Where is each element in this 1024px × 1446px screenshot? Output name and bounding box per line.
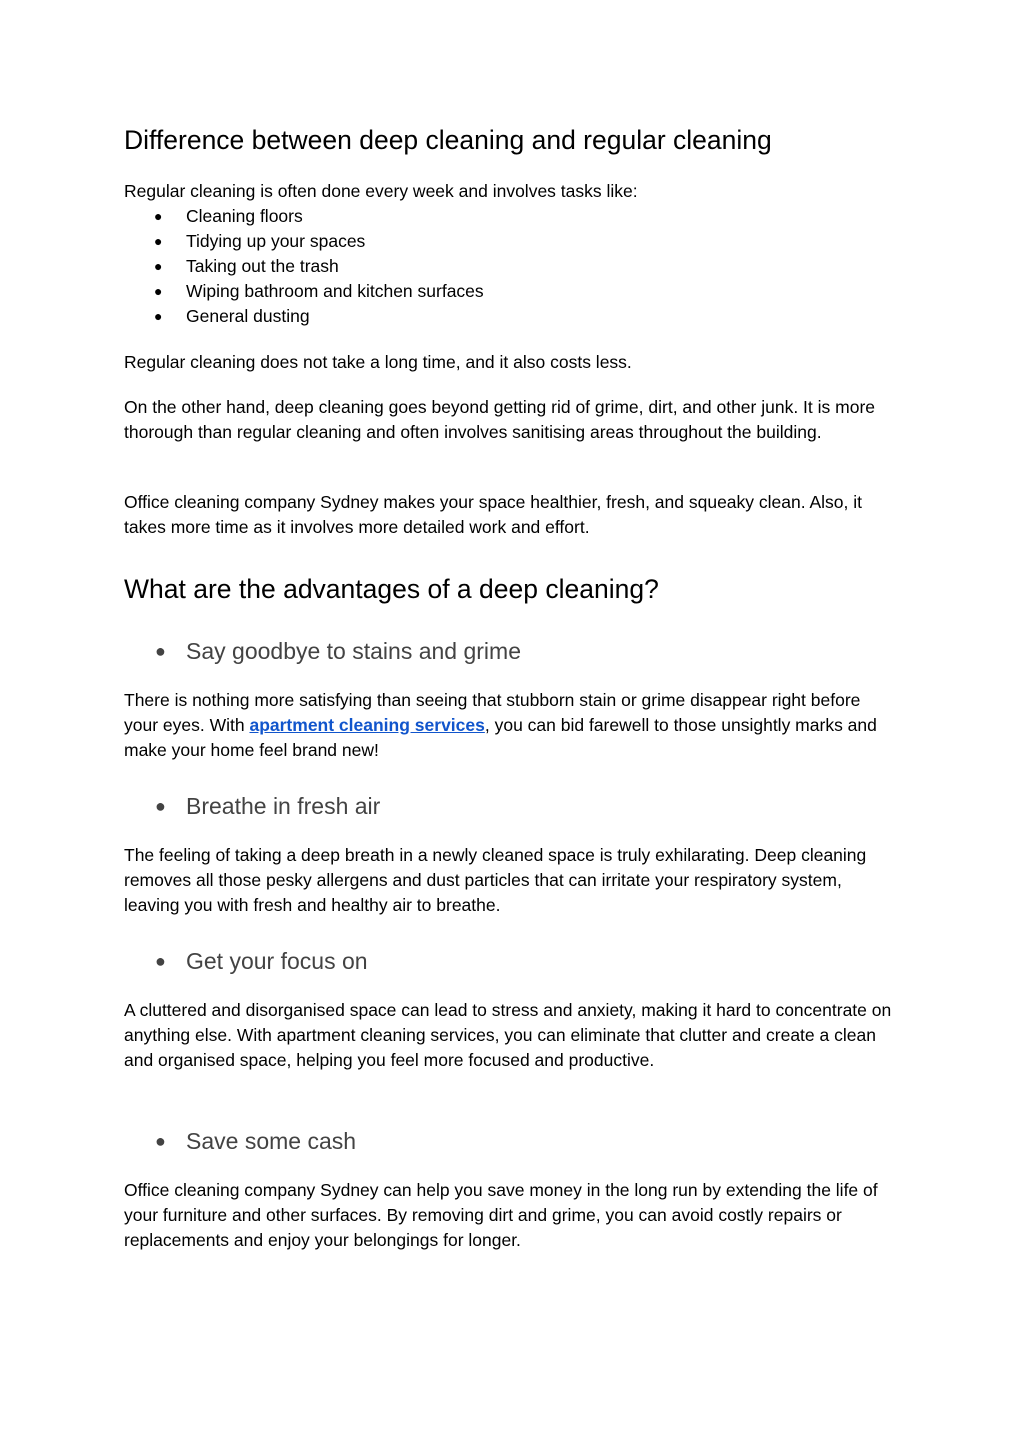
bullet-icon: ●	[154, 258, 163, 274]
section-title: Say goodbye to stains and grime	[186, 638, 521, 664]
list-item-text: General dusting	[186, 306, 310, 326]
regular-cost-paragraph: Regular cleaning does not take a long time, and it also costs less.	[124, 352, 632, 372]
apartment-cleaning-link[interactable]: apartment cleaning services	[249, 715, 485, 735]
focus-paragraph: A cluttered and disorganised space can lead to stress and anxiety, making it hard to concentrate on anything else. With apartment cleaning services, you can eliminate that clutter and create a clean and organised space, helping you feel more focused and productive.	[124, 1000, 892, 1070]
bullet-icon: ●	[154, 283, 163, 299]
list-item-text: Wiping bathroom and kitchen surfaces	[186, 281, 484, 301]
bullet-icon: ●	[155, 641, 166, 661]
page-title: Difference between deep cleaning and regular cleaning	[124, 125, 772, 155]
bullet-icon: ●	[154, 308, 163, 324]
stains-paragraph	[124, 688, 899, 763]
stains-text-before: There is nothing more satisfying than seeing that stubborn stain or grime disappear right before your eyes. With	[124, 690, 861, 735]
bullet-icon: ●	[154, 233, 163, 249]
list-item-text: Cleaning floors	[186, 206, 303, 226]
section-title: Get your focus on	[186, 948, 368, 974]
section-title: Save some cash	[186, 1128, 357, 1154]
office-cleaning-paragraph: Office cleaning company Sydney makes your space healthier, fresh, and squeaky clean. Also, it takes more time as it involves more detailed work and effort.	[124, 492, 863, 537]
section-title: Breathe in fresh air	[186, 793, 381, 819]
intro-paragraph: Regular cleaning is often done every week and involves tasks like:	[124, 181, 638, 201]
bullet-icon: ●	[154, 208, 163, 224]
fresh-air-paragraph: The feeling of taking a deep breath in a newly cleaned space is truly exhilarating. Deep cleaning removes all those pesky allergens and dust particles that can irritate your respiratory system, leaving you with fresh and healthy air to breathe.	[124, 845, 867, 915]
bullet-icon: ●	[155, 951, 166, 971]
stains-text-after: , you can bid farewell to those unsightly marks and make your home feel brand new!	[124, 715, 877, 760]
list-item-text: Tidying up your spaces	[186, 231, 366, 251]
save-cash-paragraph: Office cleaning company Sydney can help you save money in the long run by extending the life of your furniture and other surfaces. By removing dirt and grime, you can avoid costly repairs or replacements and enjoy your belongings for longer.	[124, 1180, 878, 1250]
bullet-icon: ●	[155, 796, 166, 816]
list-item-text: Taking out the trash	[186, 256, 339, 276]
advantages-heading: What are the advantages of a deep cleaning?	[124, 574, 659, 604]
deep-cleaning-paragraph: On the other hand, deep cleaning goes beyond getting rid of grime, dirt, and other junk. It is more thorough than regular cleaning and often involves sanitising areas throughout the building.	[124, 397, 876, 442]
bullet-icon: ●	[155, 1131, 166, 1151]
